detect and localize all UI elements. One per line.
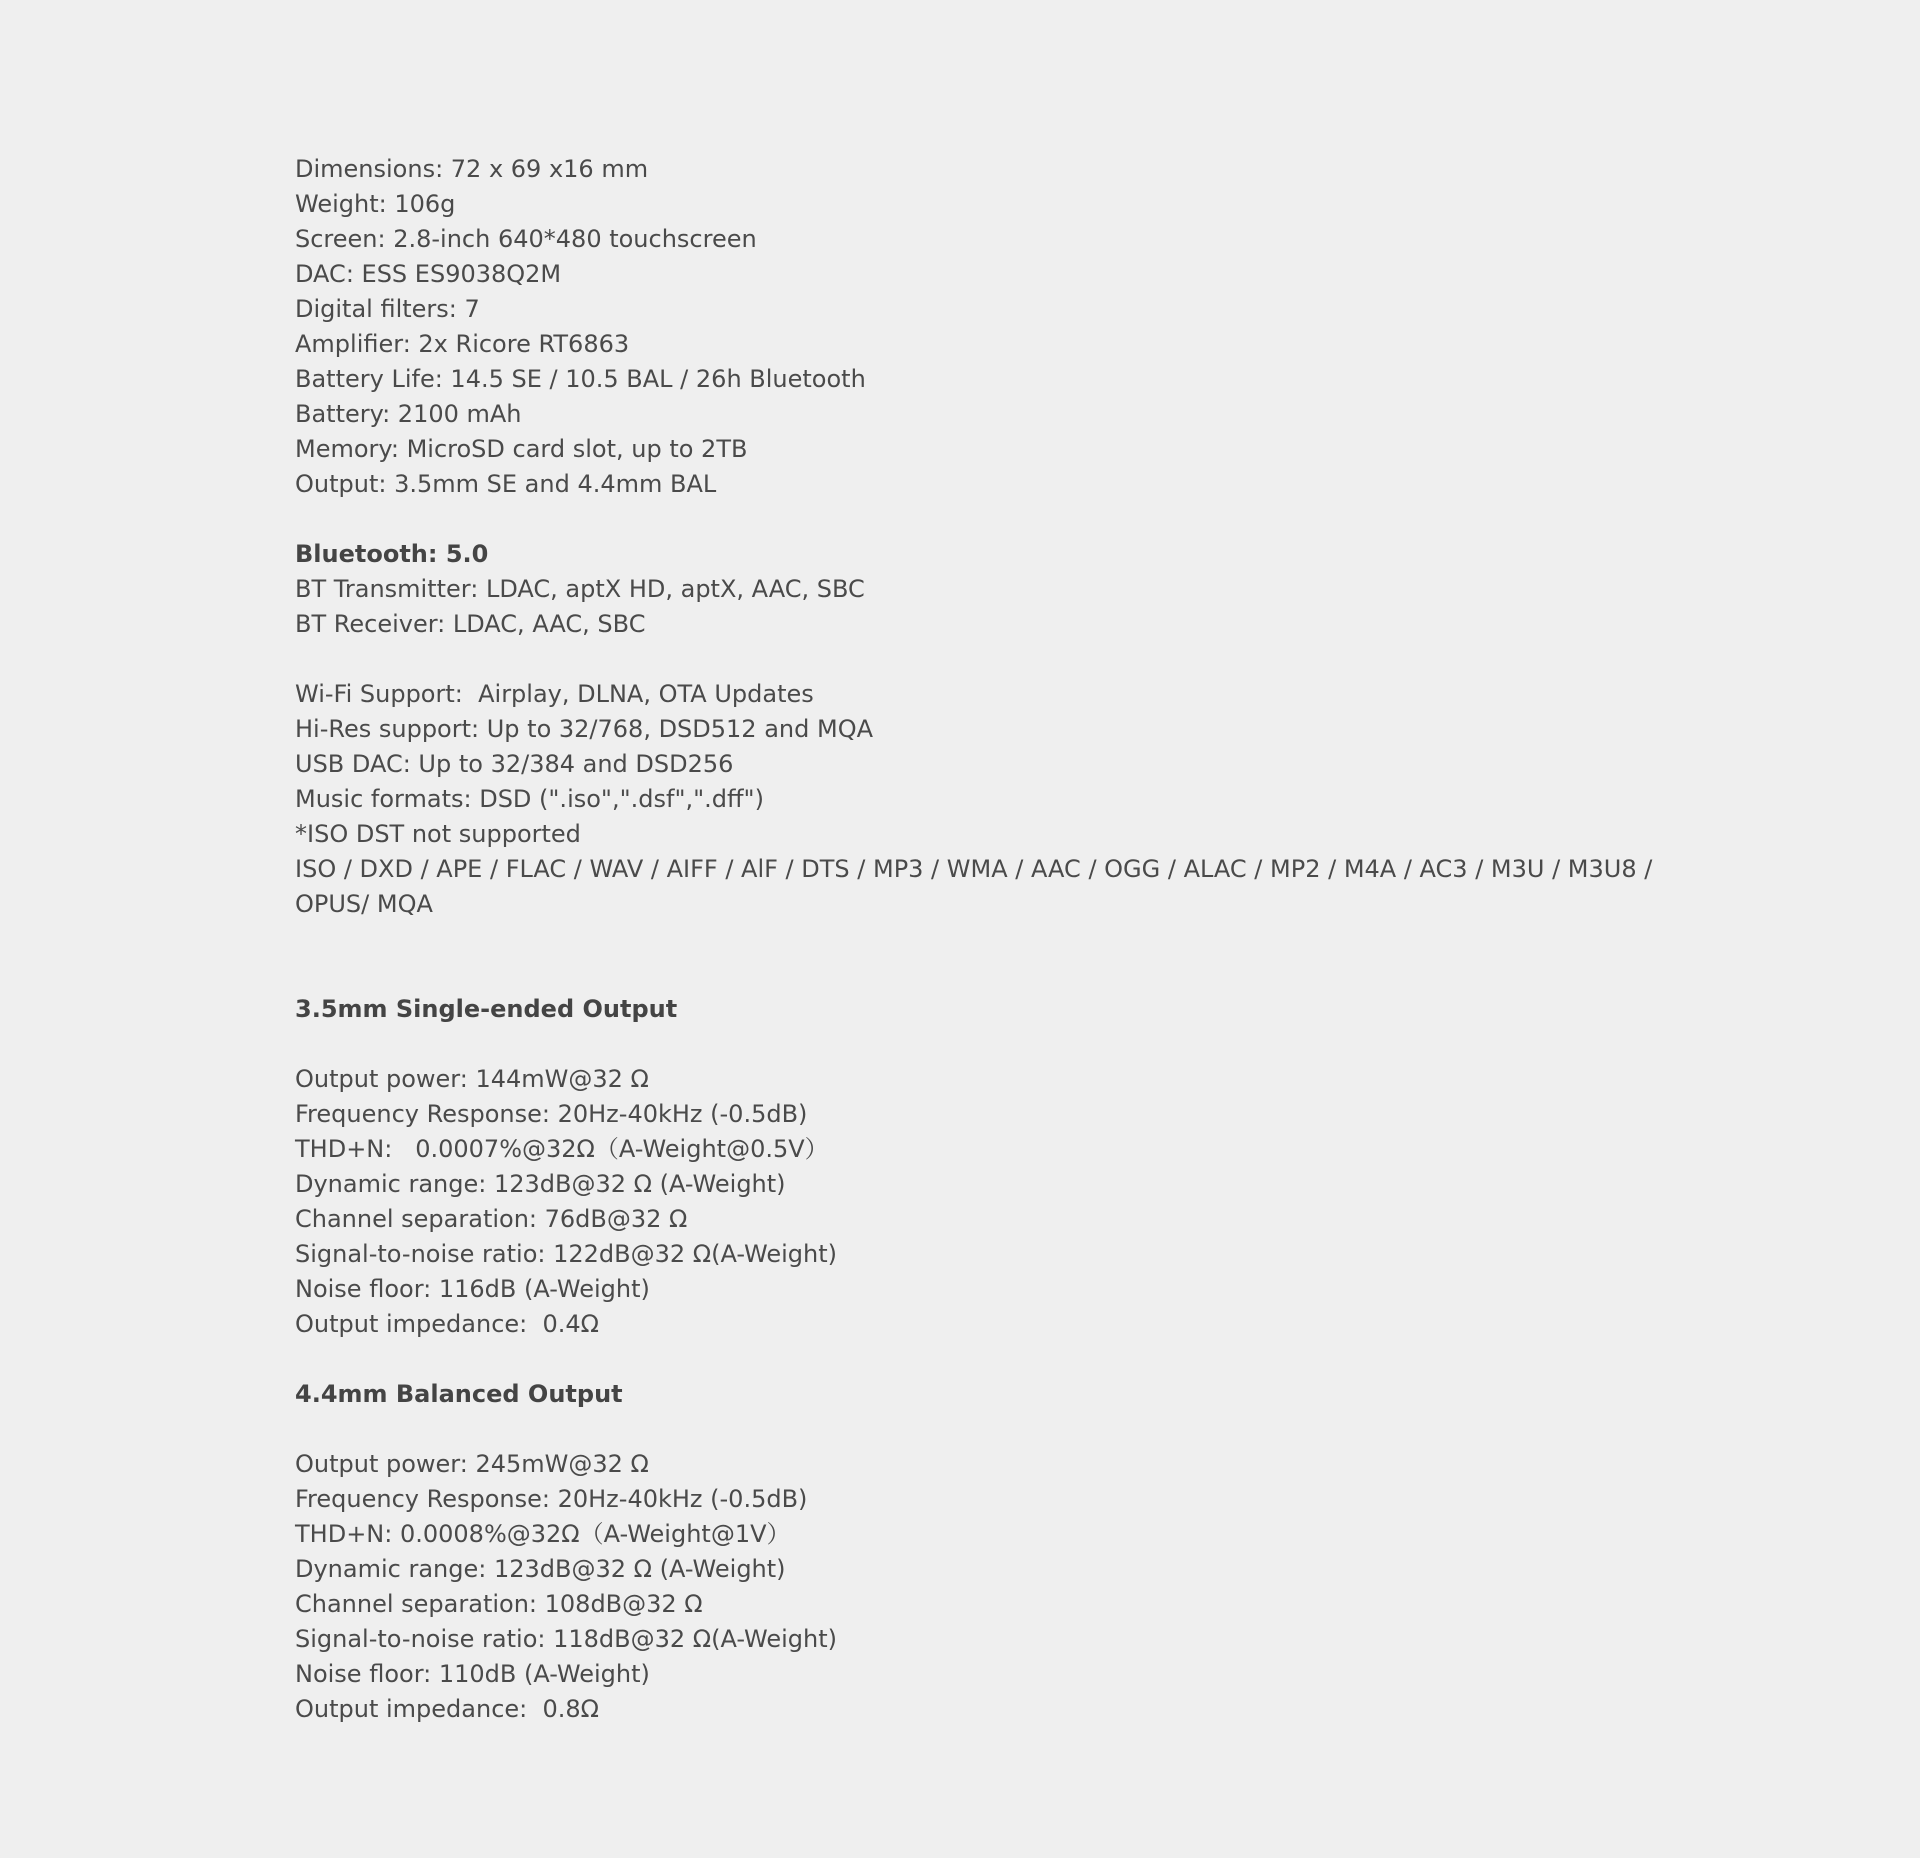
spec-sheet <box>295 152 1675 1727</box>
spec-output: Output: 3.5mm SE and 4.4mm BAL <box>295 470 717 498</box>
balanced-heading: 4.4mm Balanced Output <box>295 1380 623 1408</box>
se-snr: Signal-to-noise ratio: 122dB@32 Ω(A-Weight) <box>295 1240 838 1268</box>
se-thd: THD+N: 0.0007%@32Ω（A-Weight@0.5V） <box>295 1135 829 1163</box>
spec-dac: DAC: ESS ES9038Q2M <box>295 260 562 288</box>
spec-battery-life: Battery Life: 14.5 SE / 10.5 BAL / 26h Bluetooth <box>295 365 866 393</box>
spec-dimensions: Dimensions: 72 x 69 x16 mm <box>295 155 649 183</box>
spacer <box>295 922 1675 992</box>
se-output-impedance: Output impedance: 0.4Ω <box>295 1310 600 1338</box>
spacer <box>295 1027 1675 1062</box>
se-channel-separation: Channel separation: 76dB@32 Ω <box>295 1205 688 1233</box>
se-dynamic-range: Dynamic range: 123dB@32 Ω (A-Weight) <box>295 1170 786 1198</box>
bal-output-impedance: Output impedance: 0.8Ω <box>295 1695 600 1723</box>
se-output-power: Output power: 144mW@32 Ω <box>295 1065 649 1093</box>
balanced-specs <box>295 1377 1675 1727</box>
spec-iso-note: *ISO DST not supported <box>295 820 581 848</box>
format-specs <box>295 677 1675 922</box>
spec-weight: Weight: 106g <box>295 190 456 218</box>
se-noise-floor: Noise floor: 116dB (A-Weight) <box>295 1275 650 1303</box>
spec-bt-receiver: BT Receiver: LDAC, AAC, SBC <box>295 610 646 638</box>
spec-music-formats: Music formats: DSD (".iso",".dsf",".dff") <box>295 785 764 813</box>
bal-dynamic-range: Dynamic range: 123dB@32 Ω (A-Weight) <box>295 1555 786 1583</box>
spacer <box>295 1342 1675 1377</box>
se-frequency-response: Frequency Response: 20Hz-40kHz (-0.5dB) <box>295 1100 808 1128</box>
spec-format-list: ISO / DXD / APE / FLAC / WAV / AIFF / AlF / DTS / MP3 / WMA / AAC / OGG / ALAC / MP2 / M4A / AC3 / M3U / M3U8 / OPUS/ MQA <box>295 855 1653 918</box>
bal-noise-floor: Noise floor: 110dB (A-Weight) <box>295 1660 650 1688</box>
spacer <box>295 1412 1675 1447</box>
single-ended-specs <box>295 992 1675 1342</box>
bal-thd: THD+N: 0.0008%@32Ω（A-Weight@1V） <box>295 1520 791 1548</box>
spec-hires: Hi-Res support: Up to 32/768, DSD512 and MQA <box>295 715 874 743</box>
spec-wifi: Wi-Fi Support: Airplay, DLNA, OTA Updates <box>295 680 814 708</box>
single-ended-heading: 3.5mm Single-ended Output <box>295 995 678 1023</box>
spec-battery: Battery: 2100 mAh <box>295 400 522 428</box>
spec-screen: Screen: 2.8-inch 640*480 touchscreen <box>295 225 757 253</box>
spec-usb-dac: USB DAC: Up to 32/384 and DSD256 <box>295 750 734 778</box>
bal-output-power: Output power: 245mW@32 Ω <box>295 1450 649 1478</box>
bluetooth-heading: Bluetooth: 5.0 <box>295 540 489 568</box>
spec-bt-transmitter: BT Transmitter: LDAC, aptX HD, aptX, AAC, SBC <box>295 575 865 603</box>
spacer <box>295 642 1675 677</box>
spec-digital-filters: Digital filters: 7 <box>295 295 480 323</box>
spacer <box>295 502 1675 537</box>
spec-memory: Memory: MicroSD card slot, up to 2TB <box>295 435 748 463</box>
general-specs <box>295 152 1675 502</box>
bal-channel-separation: Channel separation: 108dB@32 Ω <box>295 1590 703 1618</box>
spec-amplifier: Amplifier: 2x Ricore RT6863 <box>295 330 630 358</box>
bal-snr: Signal-to-noise ratio: 118dB@32 Ω(A-Weight) <box>295 1625 838 1653</box>
bal-frequency-response: Frequency Response: 20Hz-40kHz (-0.5dB) <box>295 1485 808 1513</box>
bluetooth-specs <box>295 537 1675 642</box>
